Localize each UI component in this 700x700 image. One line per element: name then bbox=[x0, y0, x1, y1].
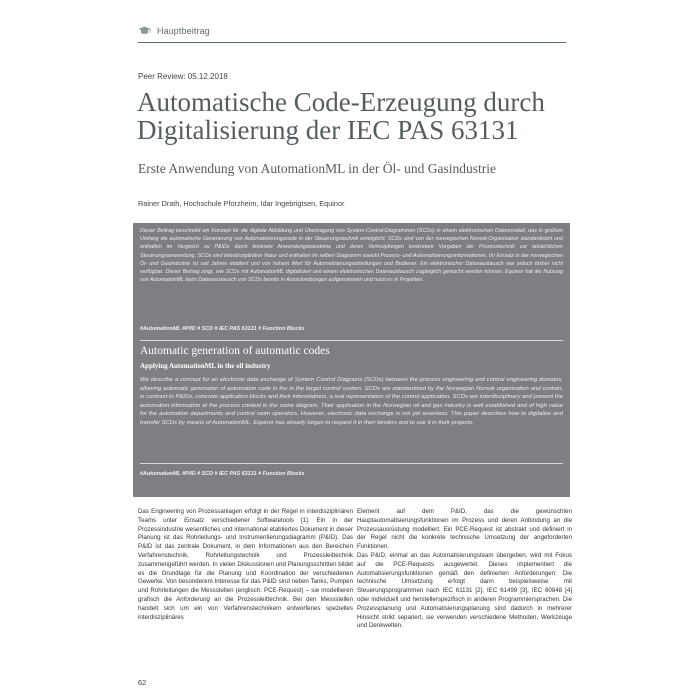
english-title: Automatic generation of automatic codes bbox=[140, 345, 330, 357]
abstract-divider bbox=[140, 340, 563, 341]
body-column-right bbox=[357, 508, 572, 631]
abstract-english: We describe a concept for an electronic data exchange of System Control Diagrams (SCDs) between the process engineering and control engineering domains, allowing automatic generation of automation code in the in the target control system. SCDs are standardized by the Norwegian Norsok organization and contain, in contrast to P&IDs, concrete application blocks and their interrelations, a real representation of the control application. SCDs are interdisciplinary and present the automation information at the process context in the same diagram. Their application in the Norwegian oil and gas industry is well established and of high value for the automation departments and control room operators. However, electronic data exchange is not yet seamless. This paper describes how to digitalize and transfer SCDs by means of AutomationML. Equinor has already begun to request it in their tenders and to use it in their projects. bbox=[140, 377, 563, 426]
keywords-english: #AutomationML #P/ID # SCD # IEC PAS 63131 # Function Blocks bbox=[140, 471, 305, 477]
emphasis: Anforderung bbox=[176, 595, 210, 603]
keywords-divider bbox=[140, 463, 563, 464]
article-subtitle: Erste Anwendung von AutomationML in der Öl- und Gasindustrie bbox=[138, 161, 496, 176]
body-paragraph: Das P&ID, einmal an das Automatisierungsteam übergeben, wird mit Fokus auf die PCE-Requests ausgewertet. Dieses implementiert die Automatisierungsfunktionen gemäß den definierten Anforderungen: Die technische Umsetzung erfolgt dann beispielsweise mit Steuerungsprogrammen nach IEC 61131 [2], IEC 61499 [3], IEC 60848 [4] oder individuell und herstellerspezifisch in anderen Programmiersprachen. Die Prozessplanung und Automatisierungsplanung sind dadurch in mehrerer Hinsicht strikt separiert, sie verwenden verschiedene Methoden, Werkzeuge und Denkwelten. bbox=[357, 551, 572, 630]
english-subtitle: Applying AutomationML in the oil industry bbox=[140, 362, 271, 370]
body-column-left bbox=[138, 508, 353, 622]
body-paragraph: Element auf dem P&ID, das die gewünschten Hauptautomatisierungsfunktionen im Prozess und deren Anbindung an die Prozessausrüstung modelliert. Ein PCE-Request ist abstrakt und definiert in der Regel nicht die konkrete technische Umsetzung der angeforderten Funktionen. bbox=[357, 508, 572, 551]
peer-review-date: Peer Review: 05.12.2018 bbox=[138, 72, 228, 81]
graduation-cap-icon bbox=[138, 26, 151, 36]
header-divider bbox=[138, 42, 566, 43]
article-title: Automatische Code-Erzeugung durch Digitalisierung der IEC PAS 63131 bbox=[137, 87, 545, 145]
section-header bbox=[138, 22, 566, 40]
section-label: Hauptbeitrag bbox=[157, 26, 210, 36]
authors: Rainer Drath, Hochschule Pforzheim, Idar Ingebrigtsen, Equinor bbox=[138, 199, 345, 208]
keywords-german: #AutomationML #P/ID # SCD # IEC PAS 63131 # Function Blocks bbox=[140, 326, 305, 332]
body-paragraph: Das Engineering von Prozessanlagen erfolgt in der Regel in interdisziplinären Teams unter Einsatz verschiedener Softwaretools [1]. Ein in der Prozessindustrie wesentliches und international etabliertes Dokument in dieser Planung ist das Rohrleitungs- und Instrumentierungsdiagramm (P&ID). Das P&ID ist das zentrale Dokument, in dem Informationen aus den Bereichen Verfahrenstechnik, Rohrleitungstechnik und Prozessleittechnik zusammengeführt werden. In vielen Diskussionen und Planungsschritten bildet es die Grundlage für die Planung und Koordination der verschiedenen Gewerke. Von besonderem Interesse für das P&ID sind neben Tanks, Pumpen und Rohrleitungen die Messstellen (englisch: PCE-Request) – sie modellieren grafisch die Anforderung an die Prozessleittechnik. Bei den Messstellen handelt sich um ein von Verfahrenstechnikern entworfenes spezielles interdisziplinäres bbox=[138, 508, 354, 621]
abstract-german: Dieser Beitrag beschreibt ein Konzept für die digitale Abbildung und Übertragung von System-Control-Diagrammen (SCDs) in einem elektronischen Datenmodell, das in großem Umfang die automatische Generierung von Automatisierungscode in der Steuerungstechnik ermöglicht. SCDs sind von der norwegischen Norsok-Organisation standardisiert und enthalten im Vergleich zu P&IDs durch konkrete Anwendungsbausteine und deren Verknüpfungen konkretere Vorgaben der Prozesstechnik zur tatsächlichen Steuerungsanwendung. SCDs sind interdisziplinärer Natur und enthalten im selben Diagramm sowohl Prozess- und Automatisierungsinformationen. Ihr Einsatz in der norwegischen Öl- und Gasindustrie ist seit Jahren etabliert und von hohem Wert für Automatisierungsabteilungen und Bediener. Ein elektronischer Datenaustausch war jedoch bisher nicht verfügbar. Dieser Beitrag zeigt, wie SCDs mit AutomationML digitalisiert und einem elektronischen Datenaustausch zugänglich gemacht werden können. Equinor hat die Nutzung von AutomationML beim Datenaustausch von SCDs bereits in Ausschreibungen aufgenommen und nutzt es in Projekten. bbox=[140, 228, 563, 284]
page-number: 62 bbox=[138, 678, 147, 687]
